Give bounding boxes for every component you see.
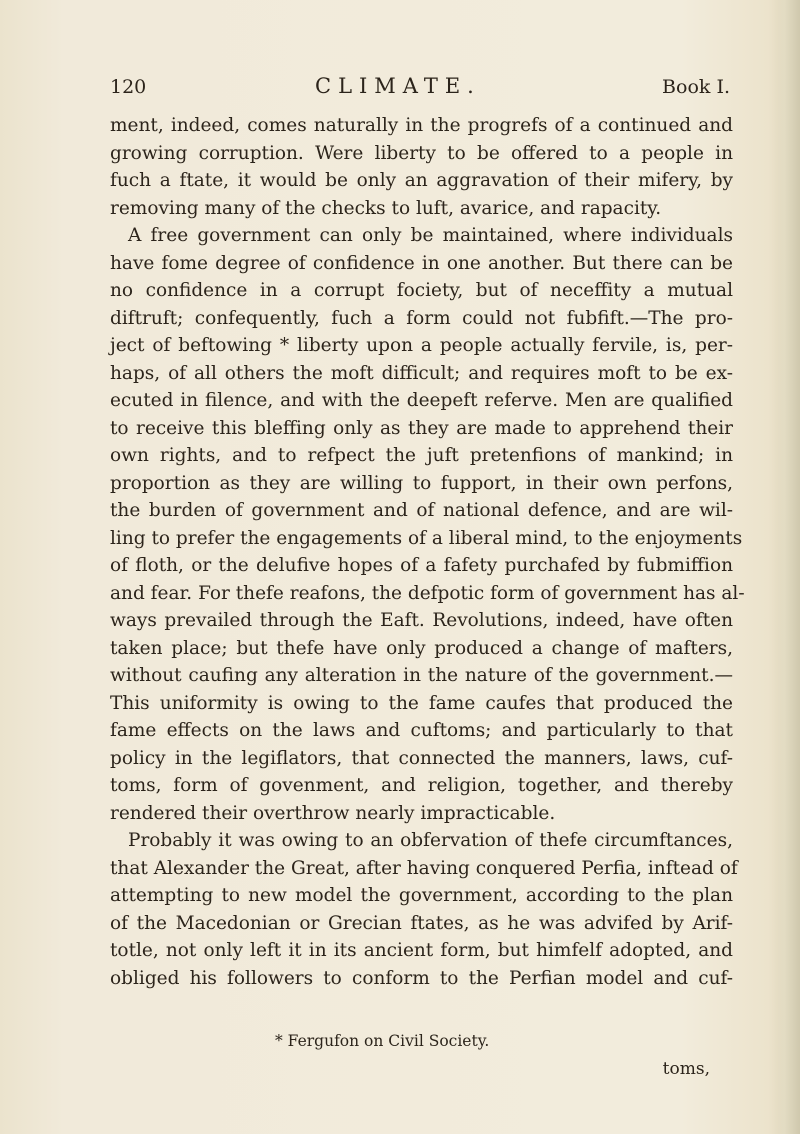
catchword: toms,: [662, 1059, 710, 1079]
text-line: haps, of all others the moft difficult; and requires moft to be ex-: [110, 362, 733, 384]
text-line: policy in the legiflators, that connected the manners, laws, cuf-: [110, 747, 733, 769]
text-line: removing many of the checks to luft, avarice, and rapacity.: [110, 197, 662, 219]
text-line: taken place; but thefe have only produced a change of mafters,: [110, 637, 733, 659]
text-line: ment, indeed, comes naturally in the progrefs of a continued and: [110, 115, 733, 136]
text-line: obliged his followers to conform to the Perfian model and cuf-: [110, 967, 733, 989]
text-line: This uniformity is owing to the fame caufes that produced the: [110, 692, 733, 714]
text-line: to receive this bleffing only as they are made to apprehend their: [110, 417, 733, 439]
text-line: growing corruption. Were liberty to be offered to a people in: [110, 142, 733, 164]
page-number: 120: [110, 76, 147, 98]
text-line: ecuted in filence, and with the deepeft referve. Men are qualified: [110, 390, 733, 411]
text-line: ject of beftowing * liberty upon a people actually fervile, is, per-: [110, 335, 733, 356]
text-line: rendered their overthrow nearly impracticable.: [110, 802, 556, 824]
body-text: [110, 112, 745, 992]
text-line: attempting to new model the government, according to the plan: [110, 885, 733, 906]
text-line: own rights, and to refpect the juft pretenfions of mankind; in: [110, 445, 733, 466]
text-line: proportion as they are willing to fupport, in their own perfons,: [110, 472, 733, 494]
text-line: and fear. For thefe reafons, the defpotic form of government has al-: [110, 582, 745, 604]
text-line: have fome degree of confidence in one another. But there can be: [110, 252, 733, 274]
text-line: without caufing any alteration in the nature of the government.—: [110, 665, 733, 686]
book-label: Book I.: [662, 76, 730, 98]
footnote: * Fergufon on Civil Society.: [275, 1032, 490, 1050]
text-line: A free government can only be maintained, where individuals: [128, 225, 733, 246]
running-header: [110, 74, 730, 104]
text-line: Probably it was owing to an obfervation of thefe circumftances,: [128, 830, 733, 851]
text-line: fame effects on the laws and cuftoms; and particularly to that: [110, 720, 733, 741]
text-line: ways prevailed through the Eaft. Revolutions, indeed, have often: [110, 610, 733, 631]
text-line: the burden of government and of national defence, and are wil-: [110, 500, 733, 521]
text-line: totle, not only left it in its ancient form, but himfelf adopted, and: [110, 940, 733, 961]
text-line: of the Macedonian or Grecian ftates, as he was advifed by Arif-: [110, 912, 733, 934]
text-line: ling to prefer the engagements of a liberal mind, to the enjoyments: [110, 527, 743, 549]
text-line: diftruft; confequently, fuch a form could not fubfift.—The pro-: [110, 307, 733, 329]
text-line: toms, form of govenment, and religion, together, and thereby: [110, 775, 733, 796]
text-line: no confidence in a corrupt fociety, but of neceffity a mutual: [110, 280, 733, 301]
text-line: of floth, or the delufive hopes of a fafety purchafed by fubmiffion: [110, 555, 733, 576]
text-line: that Alexander the Great, after having conquered Perfia, inftead of: [110, 857, 738, 879]
running-title: CLIMATE.: [315, 74, 481, 98]
page-edge: [774, 0, 800, 1134]
text-line: fuch a ftate, it would be only an aggravation of their mifery, by: [110, 170, 733, 191]
